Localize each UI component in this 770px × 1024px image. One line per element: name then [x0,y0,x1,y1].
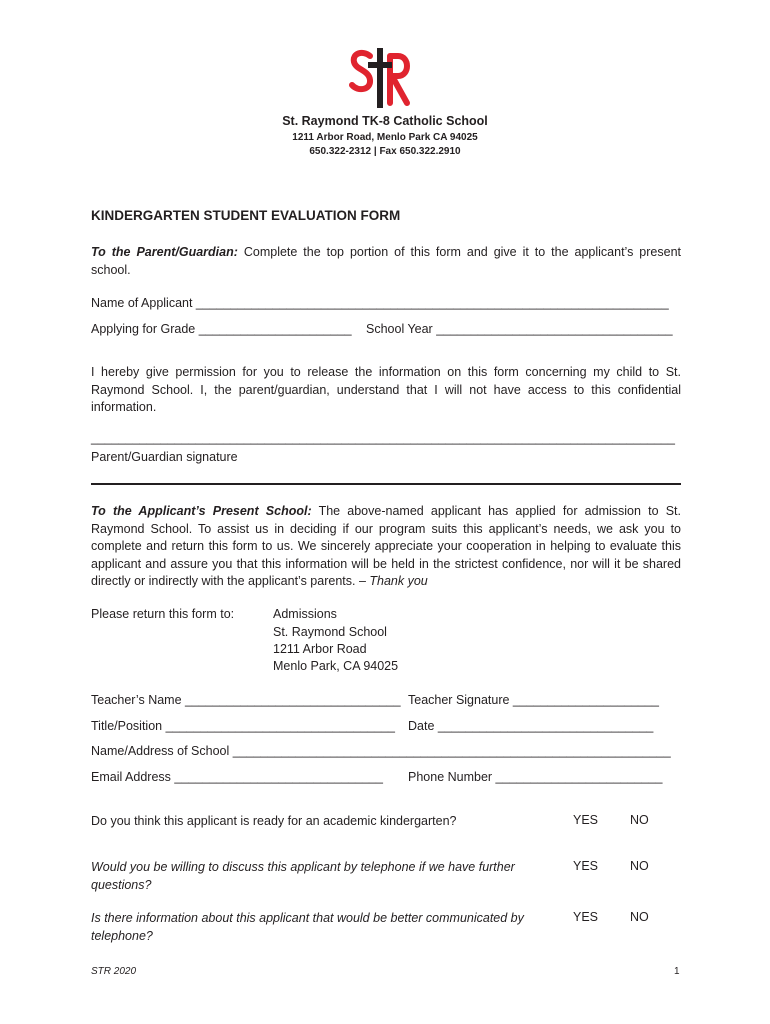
question-text: Is there information about this applicant that would be better communicated by telephone? [91,911,524,943]
parent-signature-line[interactable]: ____________________________________________________________________________________ [91,431,675,445]
name-address-school-field[interactable]: Name/Address of School _______________________________________________________________ [91,744,671,758]
logo-cross-vertical [377,48,383,108]
parent-intro [91,244,681,279]
question-text: Do you think this applicant is ready for an academic kindergarten? [91,814,457,828]
logo-letter-s [352,53,370,89]
parent-intro-text: Complete the top portion of this form and give it to the applicant’s present school. [91,245,681,277]
logo-cross-horizontal [368,62,392,68]
no-option[interactable]: NO [630,910,649,924]
thank-you-text: Thank you [369,574,428,588]
form-title: KINDERGARTEN STUDENT EVALUATION FORM [91,208,401,223]
school-address: 1211 Arbor Road, Menlo Park CA 94025 [292,132,478,143]
school-intro-label: To the Applicant’s Present School: [91,504,312,518]
email-address-field[interactable]: Email Address ______________________________ [91,770,383,784]
title-position-field[interactable]: Title/Position _________________________________ [91,719,395,733]
yes-option[interactable]: YES [573,813,599,827]
no-option[interactable]: NO [630,859,649,873]
parent-signature-label: Parent/Guardian signature [91,450,238,464]
teacher-signature-field[interactable]: Teacher Signature _____________________ [408,693,659,707]
no-option[interactable]: NO [630,813,649,827]
return-address-line: 1211 Arbor Road [273,642,367,656]
section-divider [91,483,681,485]
date-field[interactable]: Date _______________________________ [408,719,654,733]
phone-number-field[interactable]: Phone Number ________________________ [408,770,663,784]
return-address-line: Menlo Park, CA 94025 [273,659,399,673]
name-of-applicant-field[interactable]: Name of Applicant ____________________________________________________________________ [91,296,669,310]
footer-code: STR 2020 [91,966,137,977]
return-address-line: Admissions [273,607,337,621]
school-year-field[interactable]: School Year __________________________________ [366,322,673,336]
parent-intro-label: To the Parent/Guardian: [91,245,238,259]
logo-letter-r [390,56,407,103]
question-text: Would you be willing to discuss this applicant by telephone if we have further questions? [91,860,515,892]
permission-text: I hereby give permission for you to release the information on this form concerning my child to St. Raymond School. I, the parent/guardian, understand that I will not have access to this confidential information. [91,365,681,414]
return-address-line: St. Raymond School [273,625,387,639]
school-logo [349,48,413,110]
school-intro-text: The above-named applicant has applied for admission to St. Raymond School. To assist us in deciding if our program suits this applicant’s needs, we ask you to complete and return this form to us. We sincerely appreciate your cooperation in helping to evaluate this applicant and assure you that this information will be held in the strictest confidence, nor will it be shared directly or indirectly with the applicant’s parents. – [91,504,681,588]
yes-option[interactable]: YES [573,910,599,924]
page-number: 1 [674,966,680,977]
yes-option[interactable]: YES [573,859,599,873]
return-label: Please return this form to: [91,607,235,621]
applying-for-grade-field[interactable]: Applying for Grade ______________________ [91,322,352,336]
teachers-name-field[interactable]: Teacher’s Name _______________________________ [91,693,401,707]
school-intro [91,503,681,591]
school-name: St. Raymond TK-8 Catholic School [282,114,488,128]
school-phone-fax: 650.322-2312 | Fax 650.322.2910 [309,146,461,157]
